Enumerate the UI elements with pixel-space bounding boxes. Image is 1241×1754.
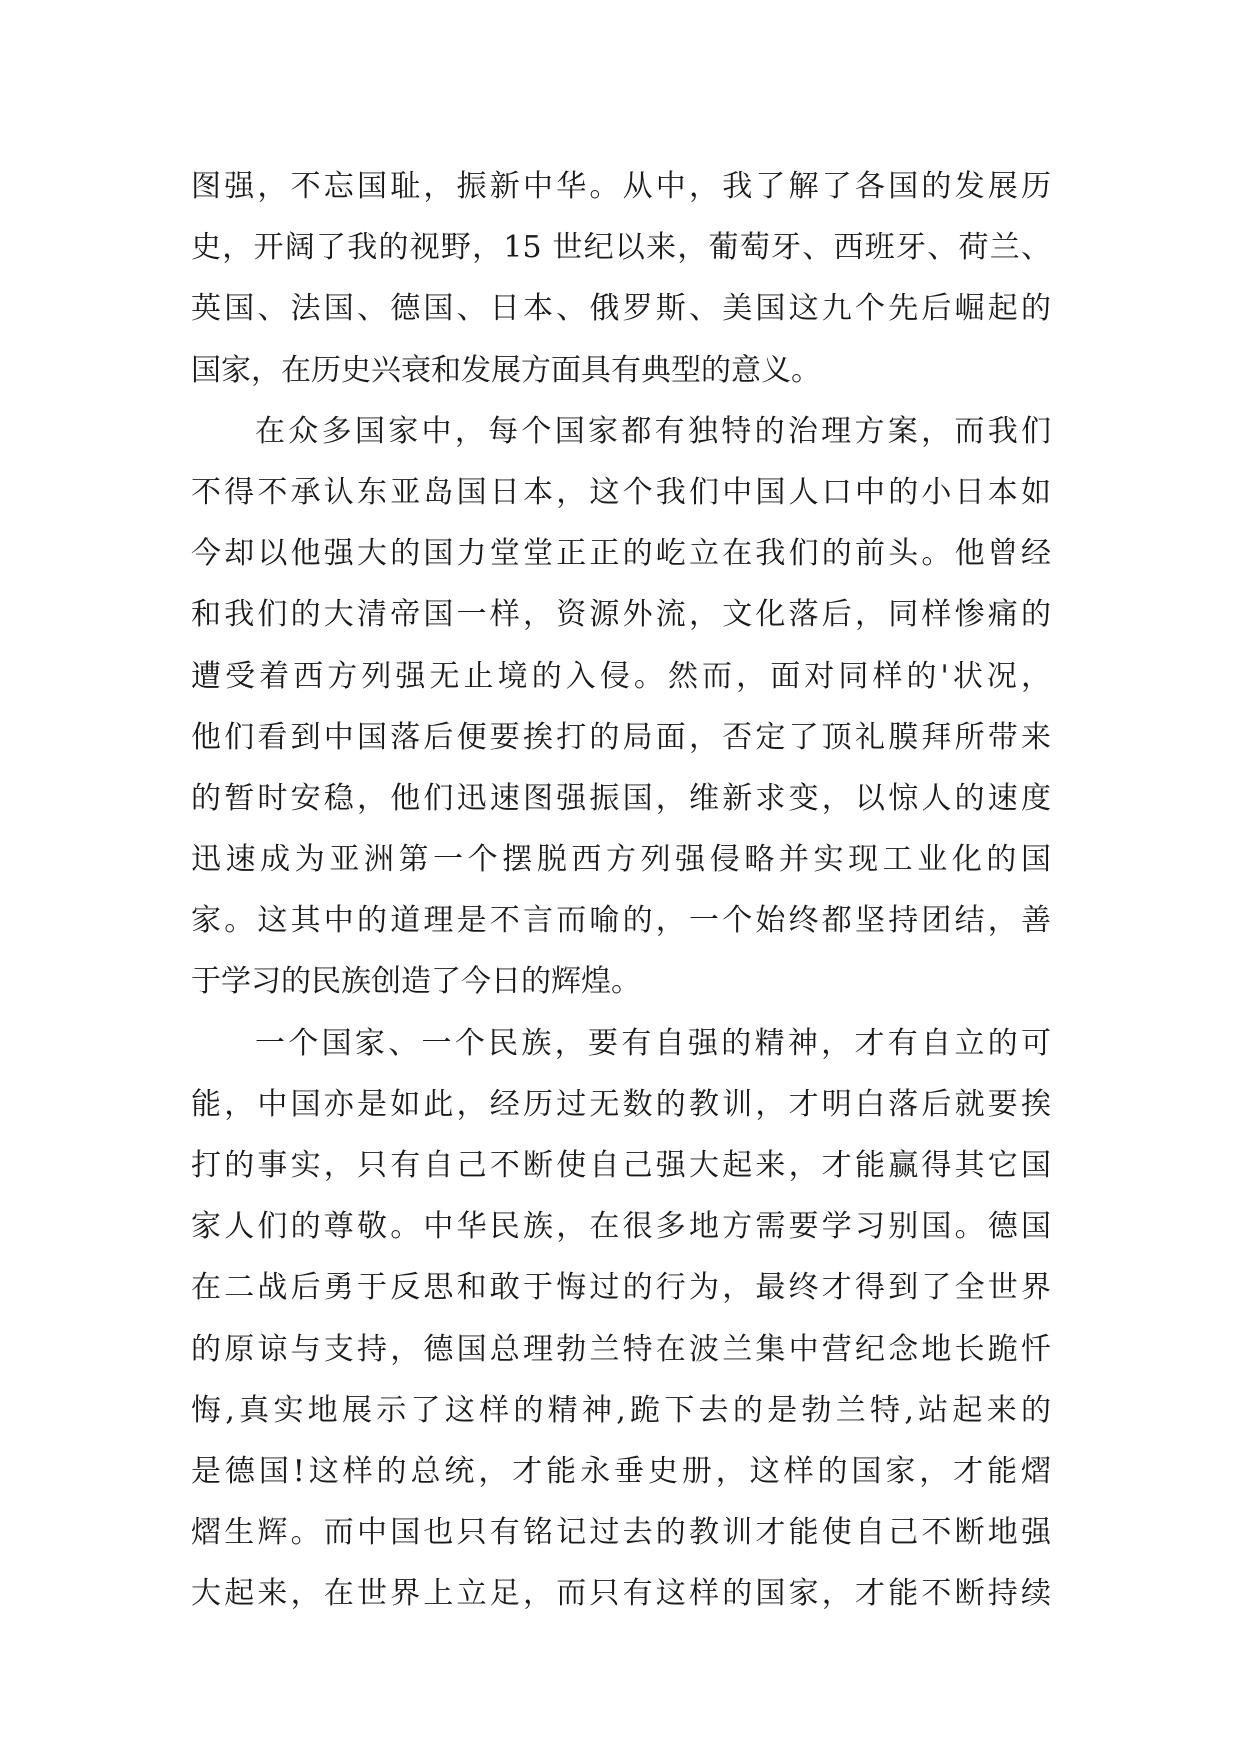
text-line: 遭受着西方列强无止境的入侵。然而，面对同样的'状况，: [191, 658, 1051, 694]
text-line: 他们看到中国落后便要挨打的局面，否定了顶礼膜拜所带来: [191, 719, 1051, 755]
text-line: 史，开阔了我的视野，15 世纪以来，葡萄牙、西班牙、荷兰、: [191, 230, 1051, 266]
text-line: 今却以他强大的国力堂堂正正的屹立在我们的前头。他曾经: [191, 536, 1051, 572]
text-line: 英国、法国、德国、日本、俄罗斯、美国这九个先后崛起的: [191, 291, 1051, 327]
text-line: 家人们的尊敬。中华民族，在很多地方需要学习别国。德国: [191, 1209, 1051, 1245]
text-line: 在众多国家中，每个国家都有独特的治理方案，而我们: [255, 413, 1051, 449]
text-line: 悔,真实地展示了这样的精神,跪下去的是勃兰特,站起来的: [191, 1392, 1051, 1428]
text-line: 和我们的大清帝国一样，资源外流，文化落后，同样惨痛的: [191, 597, 1051, 633]
text-line: 图强，不忘国耻，振新中华。从中，我了解了各国的发展历: [191, 169, 1051, 204]
text-line: 的暂时安稳，他们迅速图强振国，维新求变，以惊人的速度: [191, 780, 1051, 816]
text-line: 熠生辉。而中国也只有铭记过去的教训才能使自己不断地强: [191, 1515, 1051, 1551]
text-line: 不得不承认东亚岛国日本，这个我们中国人口中的小日本如: [191, 474, 1051, 510]
text-line: 在二战后勇于反思和敢于悔过的行为，最终才得到了全世界: [191, 1270, 1051, 1306]
text-line: 打的事实，只有自己不断使自己强大起来，才能赢得其它国: [191, 1148, 1051, 1183]
text-line: 一个国家、一个民族，要有自强的精神，才有自立的可: [255, 1025, 1051, 1061]
text-line: 的原谅与支持，德国总理勃兰特在波兰集中营纪念地长跪忏: [191, 1331, 1051, 1367]
text-line: 家。这其中的道理是不言而喻的，一个始终都坚持团结，善: [191, 903, 1051, 939]
text-line: 迅速成为亚洲第一个摆脱西方列强侵略并实现工业化的国: [191, 842, 1051, 878]
text-line: 是德国!这样的总统，才能永垂史册，这样的国家，才能熠: [191, 1453, 1051, 1489]
text-line: 大起来，在世界上立足，而只有这样的国家，才能不断持续: [191, 1576, 1051, 1612]
body-text: [191, 156, 1051, 1625]
text-line: 能，中国亦是如此，经历过无数的教训，才明白落后就要挨: [191, 1086, 1051, 1122]
text-line: 国家，在历史兴衰和发展方面具有典型的意义。: [191, 352, 821, 388]
text-line: 于学习的民族创造了今日的辉煌。: [191, 964, 641, 1000]
